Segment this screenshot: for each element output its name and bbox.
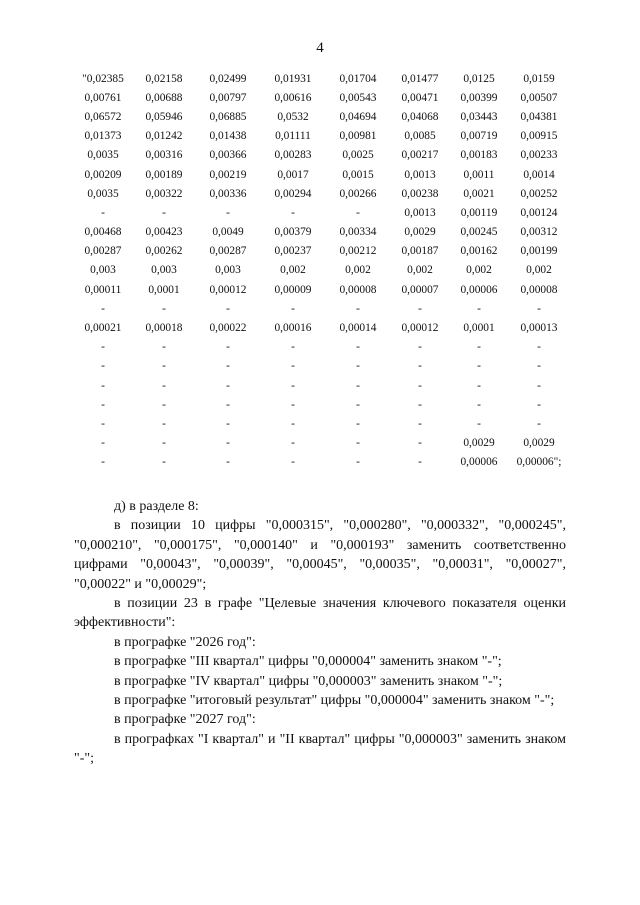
table-cell: 0,00366 [209, 149, 247, 162]
page-number: 4 [316, 40, 324, 56]
table-cell: 0,00312 [520, 226, 558, 239]
table-cell: - [162, 206, 166, 219]
table-row [74, 127, 570, 146]
table-cell: - [418, 437, 422, 450]
table-cell: - [356, 417, 360, 430]
table-cell: - [291, 379, 295, 392]
table-cell: 0,00287 [209, 245, 247, 258]
table-cell: 0,0125 [463, 72, 495, 85]
table-cell: - [162, 437, 166, 450]
table-cell: - [477, 417, 481, 430]
table-cell: - [101, 417, 105, 430]
table-cell: - [356, 398, 360, 411]
table-cell: - [226, 398, 230, 411]
table-cell: 0,002 [466, 264, 492, 277]
values-table-wrapper [74, 69, 570, 472]
table-cell: 0,0001 [148, 283, 180, 296]
table-row [74, 69, 570, 88]
table-cell: 0,00219 [209, 168, 247, 181]
table-cell: 0,00013 [520, 322, 558, 335]
table-cell: 0,0013 [404, 168, 436, 181]
table-cell: 0,00616 [274, 91, 312, 104]
table-cell: - [477, 360, 481, 373]
table-cell: 0,003 [90, 264, 116, 277]
paragraph-total: в прографке "итоговый результат" цифры "0,000004" заменить знаком "-"; [114, 693, 555, 709]
table-cell: 0,00021 [84, 322, 122, 335]
values-table-body [74, 69, 570, 472]
table-cell: 0,00471 [401, 91, 439, 104]
table-cell: 0,00468 [84, 226, 122, 239]
table-row [74, 434, 570, 453]
table-cell: 0,00012 [209, 283, 247, 296]
table-cell: 0,00209 [84, 168, 122, 181]
table-cell: - [418, 360, 422, 373]
table-row [74, 88, 570, 107]
table-cell: - [162, 302, 166, 315]
table-cell: - [101, 302, 105, 315]
table-cell: 0,0011 [463, 168, 495, 181]
table-cell: - [226, 379, 230, 392]
table-cell: - [226, 456, 230, 469]
table-cell: 0,00187 [401, 245, 439, 258]
table-cell: 0,00189 [145, 168, 183, 181]
table-cell: 0,00287 [84, 245, 122, 258]
table-cell: 0,02499 [209, 72, 247, 85]
table-cell: 0,00294 [274, 187, 312, 200]
table-cell: - [162, 456, 166, 469]
table-cell: 0,01931 [274, 72, 312, 85]
table-cell: 0,05946 [145, 110, 183, 123]
table-cell: - [162, 379, 166, 392]
table-cell: 0,00245 [460, 226, 498, 239]
table-cell: - [537, 379, 541, 392]
table-cell: 0,00237 [274, 245, 312, 258]
table-cell: - [418, 417, 422, 430]
table-cell: 0,00423 [145, 226, 183, 239]
table-cell: 0,00761 [84, 91, 122, 104]
table-cell: 0,00688 [145, 91, 183, 104]
table-cell: - [101, 341, 105, 354]
table-cell: 0,06885 [209, 110, 247, 123]
table-cell: 0,0013 [404, 206, 436, 219]
table-cell: 0,00119 [460, 206, 498, 219]
table-cell: 0,0017 [277, 168, 309, 181]
table-cell: 0,00399 [460, 91, 498, 104]
table-row [74, 242, 570, 261]
table-cell: - [101, 360, 105, 373]
table-cell: - [162, 417, 166, 430]
table-cell: 0,00212 [339, 245, 377, 258]
table-cell: - [101, 437, 105, 450]
table-cell: 0,00719 [460, 130, 498, 143]
table-row [74, 146, 570, 165]
table-cell: 0,0029 [523, 437, 555, 450]
table-cell: 0,00016 [274, 322, 312, 335]
table-cell: - [356, 302, 360, 315]
table-cell: 0,002 [280, 264, 306, 277]
table-cell: - [226, 302, 230, 315]
table-cell: - [356, 456, 360, 469]
section-heading: д) в разделе 8: [114, 499, 199, 514]
table-cell: - [356, 437, 360, 450]
table-cell: - [226, 206, 230, 219]
table-row [74, 318, 570, 337]
table-cell: - [162, 360, 166, 373]
table-cell: 0,0021 [463, 187, 495, 200]
paragraph-q1-q2: в прографках "I квартал" и "II квартал" цифры "0,000003" заменить знаком "-"; [74, 731, 566, 767]
table-cell: 0,00322 [145, 187, 183, 200]
table-cell: 0,00797 [209, 91, 247, 104]
table-cell: 0,00012 [401, 322, 439, 335]
table-cell: - [226, 417, 230, 430]
table-cell: - [356, 379, 360, 392]
table-row [74, 261, 570, 280]
table-cell: 0,00283 [274, 149, 312, 162]
table-cell: - [101, 398, 105, 411]
table-cell: 0,00183 [460, 149, 498, 162]
table-cell: 0,03443 [460, 110, 498, 123]
table-row [74, 223, 570, 242]
table-cell: - [291, 206, 295, 219]
table-row [74, 395, 570, 414]
table-cell: - [356, 360, 360, 373]
table-cell: 0,00316 [145, 149, 183, 162]
table-cell: 0,00006"; [516, 456, 562, 469]
table-cell: 0,00006 [460, 283, 498, 296]
table-cell: 0,0014 [523, 168, 555, 181]
table-cell: - [226, 360, 230, 373]
table-cell: 0,02158 [145, 72, 183, 85]
table-cell: - [477, 302, 481, 315]
table-cell: 0,00915 [520, 130, 558, 143]
table-cell: 0,0085 [404, 130, 436, 143]
table-cell: 0,00014 [339, 322, 377, 335]
table-cell: 0,00543 [339, 91, 377, 104]
table-cell: 0,00981 [339, 130, 377, 143]
table-cell: - [101, 456, 105, 469]
table-cell: - [356, 341, 360, 354]
table-cell: 0,00507 [520, 91, 558, 104]
table-cell: - [537, 360, 541, 373]
table-cell: 0,00006 [460, 456, 498, 469]
table-cell: 0,04381 [520, 110, 558, 123]
table-row [74, 338, 570, 357]
paragraph-q3: в прографке "III квартал" цифры "0,000004" заменить знаком "-"; [114, 654, 502, 670]
table-row [74, 165, 570, 184]
table-cell: 0,00336 [209, 187, 247, 200]
table-row [74, 357, 570, 376]
table-cell: - [101, 206, 105, 219]
table-row [74, 376, 570, 395]
table-cell: - [291, 398, 295, 411]
table-cell: 0,04068 [401, 110, 439, 123]
table-cell: 0,00379 [274, 226, 312, 239]
table-cell: 0,00009 [274, 283, 312, 296]
table-cell: - [418, 379, 422, 392]
table-cell: 0,00018 [145, 322, 183, 335]
table-cell: 0,00334 [339, 226, 377, 239]
table-row [74, 299, 570, 318]
table-cell: 0,003 [151, 264, 177, 277]
table-cell: 0,00124 [520, 206, 558, 219]
table-cell: 0,0029 [404, 226, 436, 239]
table-cell: - [477, 379, 481, 392]
table-cell: 0,0029 [463, 437, 495, 450]
table-cell: - [537, 417, 541, 430]
table-cell: - [418, 398, 422, 411]
table-cell: - [291, 341, 295, 354]
table-cell: - [291, 302, 295, 315]
table-cell: 0,0035 [87, 187, 119, 200]
values-table [74, 69, 570, 472]
table-cell: "0,02385 [82, 72, 124, 85]
table-cell: 0,0159 [523, 72, 555, 85]
table-cell: - [226, 341, 230, 354]
table-cell: 0,0001 [463, 322, 495, 335]
table-cell: - [291, 417, 295, 430]
table-row [74, 414, 570, 433]
table-cell: 0,06572 [84, 110, 122, 123]
table-cell: 0,00011 [84, 283, 122, 296]
table-cell: - [418, 456, 422, 469]
table-cell: 0,0035 [87, 149, 119, 162]
table-cell: 0,00233 [520, 149, 558, 162]
table-cell: 0,00266 [339, 187, 377, 200]
table-cell: - [226, 437, 230, 450]
table-cell: - [291, 456, 295, 469]
table-cell: 0,00238 [401, 187, 439, 200]
table-cell: 0,01477 [401, 72, 439, 85]
table-cell: 0,01111 [275, 130, 311, 143]
table-cell: - [418, 302, 422, 315]
table-row [74, 107, 570, 126]
table-cell: 0,003 [215, 264, 241, 277]
table-cell: 0,01704 [339, 72, 377, 85]
paragraph-q4: в прографке "IV квартал" цифры "0,000003" заменить знаком "-"; [114, 673, 503, 689]
table-row [74, 280, 570, 299]
table-cell: 0,00007 [401, 283, 439, 296]
table-cell: 0,01242 [145, 130, 183, 143]
table-cell: - [537, 341, 541, 354]
table-cell: 0,00199 [520, 245, 558, 258]
table-cell: 0,0049 [212, 226, 244, 239]
table-cell: 0,0015 [342, 168, 374, 181]
table-cell: 0,01438 [209, 130, 247, 143]
table-cell: - [356, 206, 360, 219]
table-cell: - [291, 437, 295, 450]
paragraph-position-23: в позиции 23 в графе "Целевые значения ключевого показателя оценки эффективности": [74, 596, 566, 631]
table-cell: - [162, 398, 166, 411]
table-cell: - [162, 341, 166, 354]
table-cell: 0,002 [526, 264, 552, 277]
table-cell: - [291, 360, 295, 373]
table-cell: 0,01373 [84, 130, 122, 143]
table-row [74, 203, 570, 222]
table-cell: - [477, 398, 481, 411]
table-cell: 0,0532 [277, 110, 309, 123]
paragraph-2027: в прографке "2027 год": [114, 712, 256, 728]
table-cell: - [537, 302, 541, 315]
table-cell: 0,00262 [145, 245, 183, 258]
table-cell: 0,04694 [339, 110, 377, 123]
paragraph-2026: в прографке "2026 год": [114, 634, 256, 650]
table-cell: 0,00252 [520, 187, 558, 200]
table-row [74, 453, 570, 472]
paragraph-position-10: в позиции 10 цифры "0,000315", "0,000280", "0,000332", "0,000245", "0,000210", "0,000175", "0,000140" и "0,000193" заменить соответственно цифрами "0,00043", "0,00039", "0,00045", "0,00035", "0,00031", "0,00027", "0,00022" и "0,00029"; [74, 518, 566, 592]
table-cell: 0,0025 [342, 149, 374, 162]
table-cell: - [418, 341, 422, 354]
table-row [74, 184, 570, 203]
table-cell: 0,00008 [520, 283, 558, 296]
amendment-text [74, 497, 566, 769]
table-cell: 0,00162 [460, 245, 498, 258]
table-cell: - [477, 341, 481, 354]
table-cell: 0,002 [345, 264, 371, 277]
table-cell: - [101, 379, 105, 392]
table-cell: 0,00217 [401, 149, 439, 162]
table-cell: - [537, 398, 541, 411]
table-cell: 0,00022 [209, 322, 247, 335]
table-cell: 0,00008 [339, 283, 377, 296]
table-cell: 0,002 [407, 264, 433, 277]
